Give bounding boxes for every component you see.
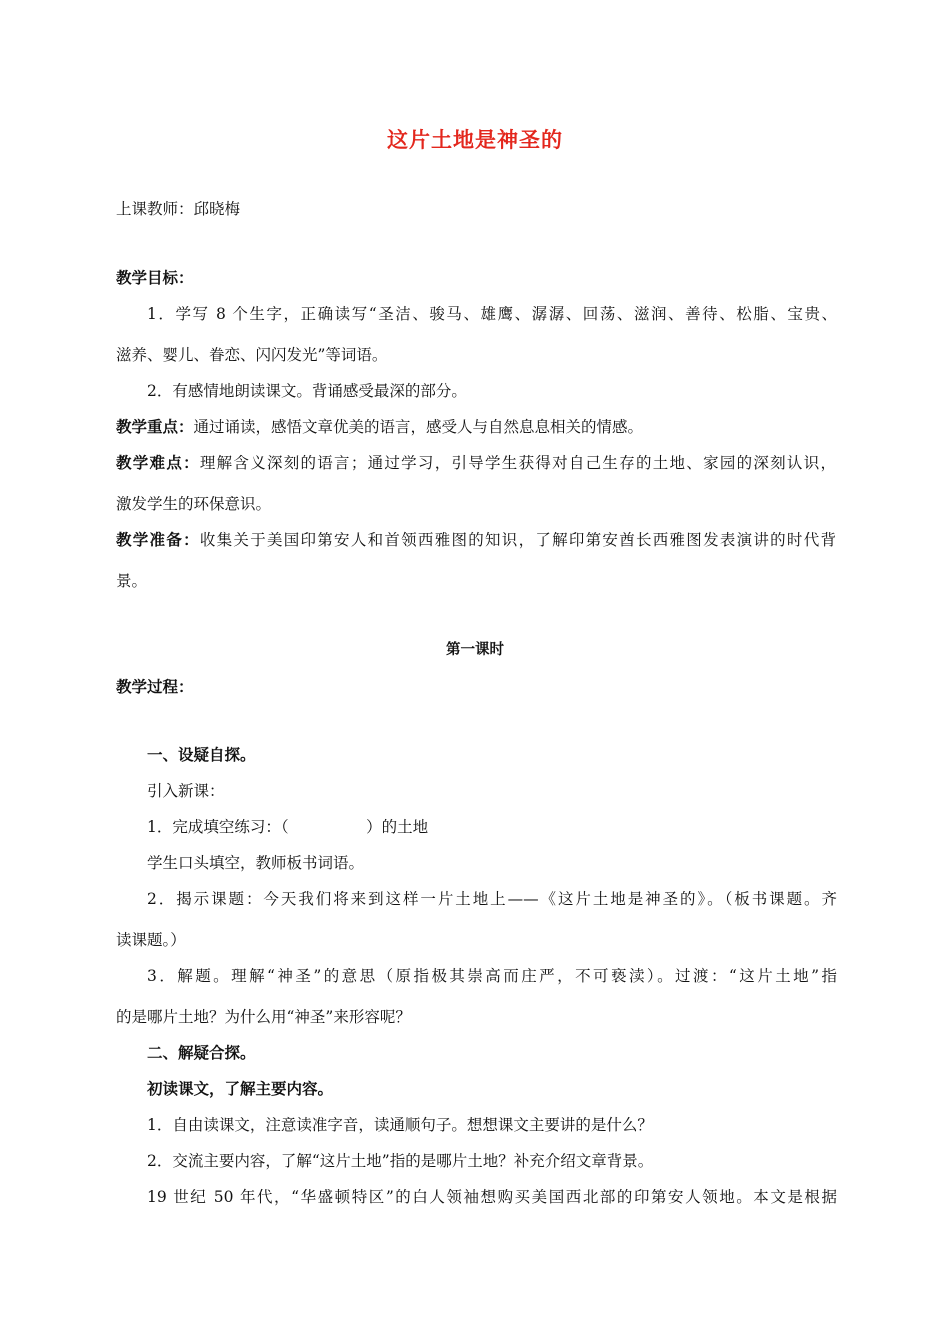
- key-point-text: 通过诵读，感悟文章优美的语言，感受人与自然息息相关的情感。: [193, 418, 644, 436]
- section-1-item-2-line-1: 2．揭示课题：今天我们将来到这样一片土地上——《这片土地是神圣的》。（板书课题。齐: [147, 890, 837, 908]
- difficulty-label: 教学难点：: [116, 453, 200, 472]
- teacher-line: 上课教师：邱晓梅: [116, 200, 241, 218]
- section-2-heading: 二、解疑合探。: [147, 1043, 256, 1062]
- preparation-paragraph: [116, 530, 836, 550]
- section-2-item-1: 1．自由读课文，注意读准字音，读通顺句子。想想课文主要讲的是什么？: [147, 1116, 653, 1134]
- objective-1-line-2: 滋养、婴儿、眷恋、闪闪发光”等词语。: [116, 346, 388, 364]
- lesson-heading: 第一课时: [446, 641, 504, 658]
- preparation-text-line-1: 收集关于美国印第安人和首领西雅图的知识，了解印第安酋长西雅图发表演讲的时代背: [199, 531, 836, 549]
- section-1-item-1-note: 学生口头填空，教师板书词语。: [147, 854, 365, 872]
- section-1-item-3-line-2: 的是哪片土地？为什么用“神圣”来形容呢？: [116, 1008, 411, 1026]
- objectives-heading: 教学目标：: [116, 268, 194, 287]
- key-point-paragraph: [116, 417, 836, 437]
- section-1-intro: 引入新课：: [147, 782, 225, 800]
- section-1-heading: 一、设疑自探。: [147, 745, 256, 764]
- process-heading: 教学过程：: [116, 677, 194, 696]
- objective-1-line-1: 1．学写 8 个生字，正确读写“圣洁、骏马、雄鹰、潺潺、回荡、滋润、善待、松脂、宝贵、: [147, 305, 837, 323]
- section-1-item-3-line-1: 3．解题。理解“神圣”的意思（原指极其崇高而庄严，不可亵渎）。过渡：“这片土地”指: [147, 967, 837, 985]
- section-2-item-3: 19 世纪 50 年代，“华盛顿特区”的白人领袖想购买美国西北部的印第安人领地。本文是根据: [147, 1188, 837, 1206]
- document-title: 这片土地是神圣的: [387, 127, 563, 152]
- section-2-subheading: 初读课文，了解主要内容。: [147, 1079, 334, 1098]
- section-2-item-2: 2．交流主要内容，了解“这片土地”指的是哪片土地？补充介绍文章背景。: [147, 1152, 654, 1170]
- preparation-label: 教学准备：: [116, 530, 200, 549]
- difficulty-text-line-2: 激发学生的环保意识。: [116, 495, 272, 513]
- section-1-item-1: 1．完成填空练习：（ ）的土地: [147, 818, 429, 836]
- preparation-text-line-2: 景。: [116, 572, 148, 590]
- section-1-item-2-line-2: 读课题。）: [116, 931, 186, 949]
- key-point-label: 教学重点：: [116, 417, 194, 436]
- difficulty-text-line-1: 理解含义深刻的语言；通过学习，引导学生获得对自己生存的土地、家园的深刻认识，: [199, 454, 836, 472]
- difficulty-paragraph: [116, 453, 836, 473]
- objective-2: 2．有感情地朗读课文。背诵感受最深的部分。: [147, 382, 467, 400]
